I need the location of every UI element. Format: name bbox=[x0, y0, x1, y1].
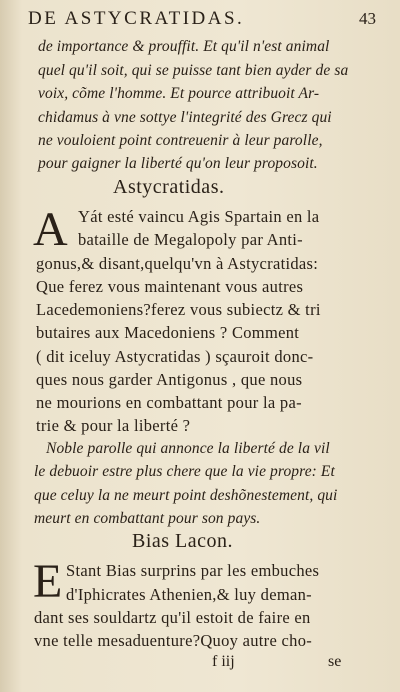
section-heading-bias: Bias Lacon. bbox=[132, 530, 234, 552]
text-line: gonus,& disant,quelqu'vn à Astycratidas: bbox=[36, 254, 319, 273]
drop-cap: A bbox=[33, 203, 68, 256]
page-header bbox=[28, 8, 376, 38]
text-line: Stant Bias surprins par les embuches bbox=[66, 561, 320, 580]
text-line: voix, cõme l'homme. Et pource attribuoit Ar- bbox=[38, 85, 320, 102]
text-line: le debuoir estre plus chere que la vie propre: Et bbox=[34, 463, 335, 480]
text-line: Noble parolle qui annonce la liberté de la vil bbox=[46, 440, 330, 457]
drop-cap: E bbox=[33, 555, 63, 608]
text-line: meurt en combattant pour son pays. bbox=[34, 510, 261, 527]
text-line: pour gaigner la liberté qu'on leur proposoit. bbox=[38, 155, 318, 172]
text-line: ne mourions en combattant pour la pa- bbox=[36, 393, 302, 412]
text-line: bataille de Megalopoly par Anti- bbox=[78, 230, 303, 249]
text-line: vne telle mesaduenture?Quoy autre cho- bbox=[34, 631, 313, 650]
text-line: trie & pour la liberté ? bbox=[36, 416, 191, 435]
section-heading-astycratidas: Astycratidas. bbox=[113, 176, 225, 198]
text-line: ( dit iceluy Astycratidas ) sçauroit donc- bbox=[36, 347, 314, 366]
text-line: de importance & prouffit. Et qu'il n'est animal bbox=[38, 38, 330, 55]
text-line: Lacedemoniens?ferez vous subiectz & tri bbox=[36, 300, 321, 319]
text-line: ques nous garder Antigonus , que nous bbox=[36, 370, 303, 389]
signature-mark: f iij bbox=[212, 653, 235, 670]
text-line: d'Iphicrates Athenien,& luy deman- bbox=[66, 585, 312, 604]
page-number: 43 bbox=[359, 9, 376, 28]
running-head: DE ASTYCRATIDAS. bbox=[28, 8, 245, 29]
text-line: butaires aux Macedoniens ? Comment bbox=[36, 323, 300, 342]
text-line: Que ferez vous maintenant vous autres bbox=[36, 277, 304, 296]
text-line: que celuy la ne meurt point deshõnestement, qui bbox=[34, 487, 338, 504]
catchword: se bbox=[328, 653, 342, 670]
text-line: quel qu'il soit, qui se puisse tant bien ayder de sa bbox=[38, 62, 349, 79]
text-line: chidamus à vne sottye l'integrité des Grecz qui bbox=[38, 109, 332, 126]
text-line: dant ses souldartz qu'il estoit de faire en bbox=[34, 608, 311, 627]
text-line: Yát esté vaincu Agis Spartain en la bbox=[78, 207, 320, 226]
text-line: ne vouloient point contreuenir à leur parolle, bbox=[38, 132, 323, 149]
